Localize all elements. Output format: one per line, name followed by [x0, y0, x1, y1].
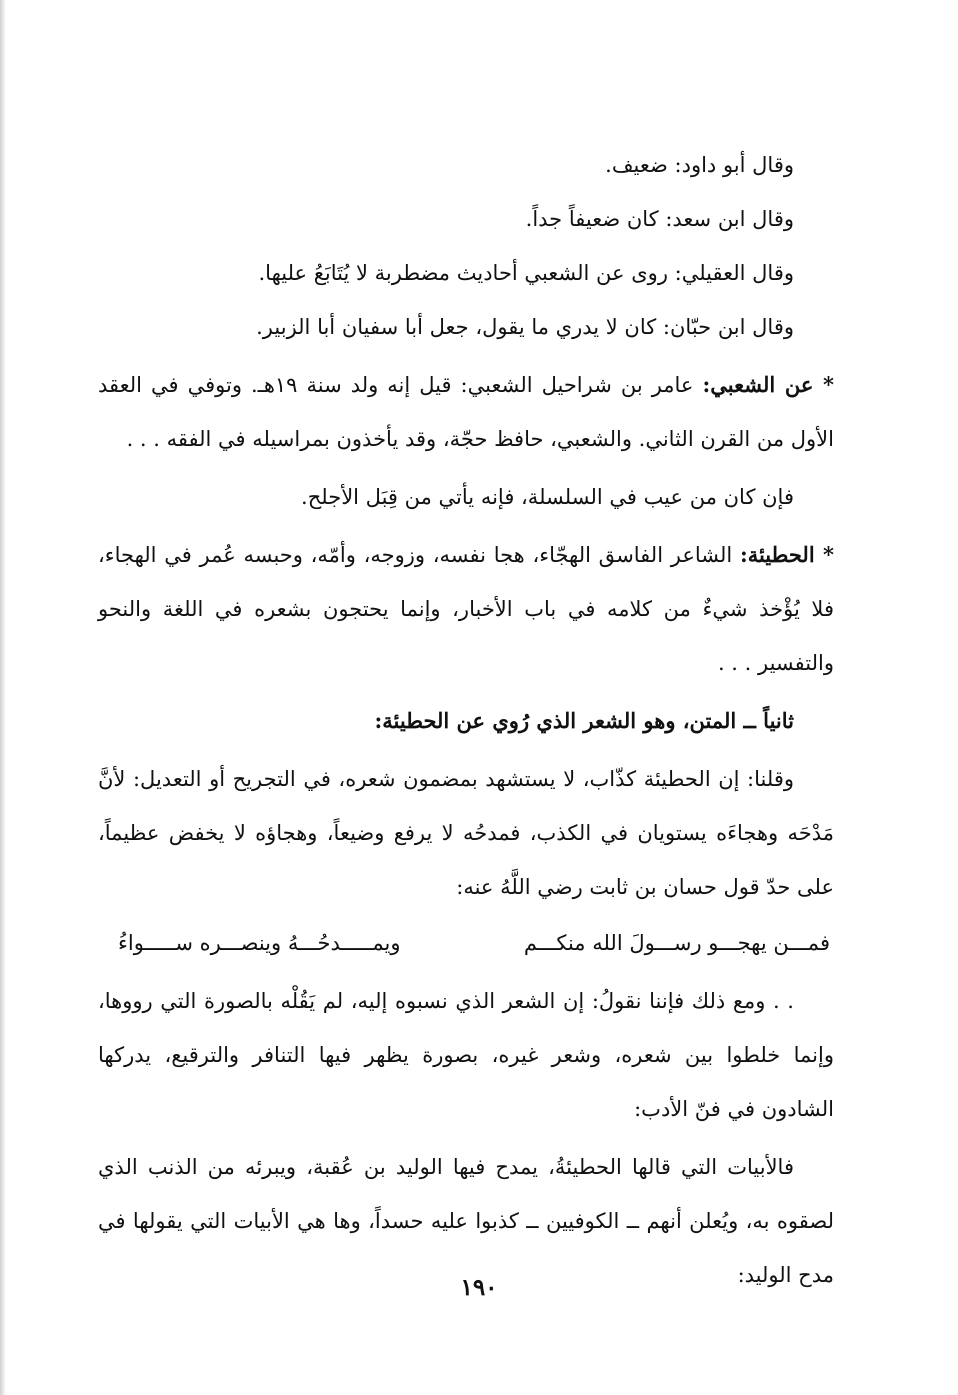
- narrator-ibn-hibban: وقال ابن حبّان: كان لا يدري ما يقول، جعل أبا سفيان أبا الزبير.: [256, 315, 794, 339]
- hutayah-entry: [98, 528, 834, 690]
- poetry-verse: [98, 916, 834, 970]
- narrator-uqayli: وقال العقيلي: روى عن الشعبي أحاديث مضطربة لا يُتَابَعُ عليها.: [258, 261, 794, 285]
- scan-edge: [0, 0, 6, 1395]
- hutayah-marker: * الحطيئة:: [739, 542, 834, 567]
- shabi-entry: [98, 358, 834, 466]
- page-body: [98, 138, 834, 1302]
- shabi-marker: * عن الشعبي:: [702, 372, 835, 397]
- verse-second-hemistich: ويمـــــدحُـــهُ وينصـــره ســـــواءُ: [118, 931, 401, 955]
- shabi-note: فإن كان من عيب في السلسلة، فإنه يأتي من قِبَل الأجلح.: [301, 485, 794, 509]
- shabi-text: عامر بن شراحيل الشعبي: قيل إنه ولد سنة ١٩هـ. وتوفي في العقد الأول من القرن الثاني. والشعبي، حافظ حجّة، وقد يأخذون بمراسيله في الفقه . . .: [98, 373, 834, 451]
- hutayah-text: الشاعر الفاسق الهجّاء، هجا نفسه، وزوجه، وأمّه، وحبسه عُمر في الهجاء، فلا يُؤْخذ شيءٌ من كلامه في باب الأخبار، وإنما يحتجون بشعره في اللغة والنحو والتفسير . . .: [98, 543, 834, 675]
- narrator-abu-dawud: وقال أبو داود: ضعيف.: [605, 153, 794, 177]
- section-heading: ثانياً ــ المتن، وهو الشعر الذي رُوي عن الحطيئة:: [374, 708, 794, 733]
- paragraph-attribution: . . ومع ذلك فإننا نقولُ: إن الشعر الذي نسبوه إليه، لم يَقُلْه بالصورة التي رووها، وإنما خلطوا بين شعره، وشعر غيره، بصورة يظهر فيها التنافر والترقيع، يدركها الشادون في فنّ الأدب:: [98, 989, 834, 1121]
- page-number: ١٩٠: [460, 1274, 498, 1301]
- verse-first-hemistich: فمـــن يهجـــو رســـولَ الله منكـــم: [523, 931, 830, 955]
- paragraph-walid: فالأبيات التي قالها الحطيئةُ، يمدح فيها الوليد بن عُقبة، ويبرئه من الذنب الذي لصقوه به، ويُعلن أنهم ــ الكوفيين ــ كذبوا عليه حسداً، وها هي الأبيات التي يقولها في مدح الوليد:: [98, 1155, 834, 1287]
- paragraph-liar: وقلنا: إن الحطيئة كذّاب، لا يستشهد بمضمون شعره، في التجريح أو التعديل: لأنَّ مَدْحَه وهجاءَه يستويان في الكذب، فمدحُه لا يرفع وضيعاً، وهجاؤه لا يخفض عظيماً، على حدّ قول حسان بن ثابت رضي اللَّهُ عنه:: [98, 767, 834, 899]
- narrator-ibn-saad: وقال ابن سعد: كان ضعيفاً جداً.: [525, 207, 794, 231]
